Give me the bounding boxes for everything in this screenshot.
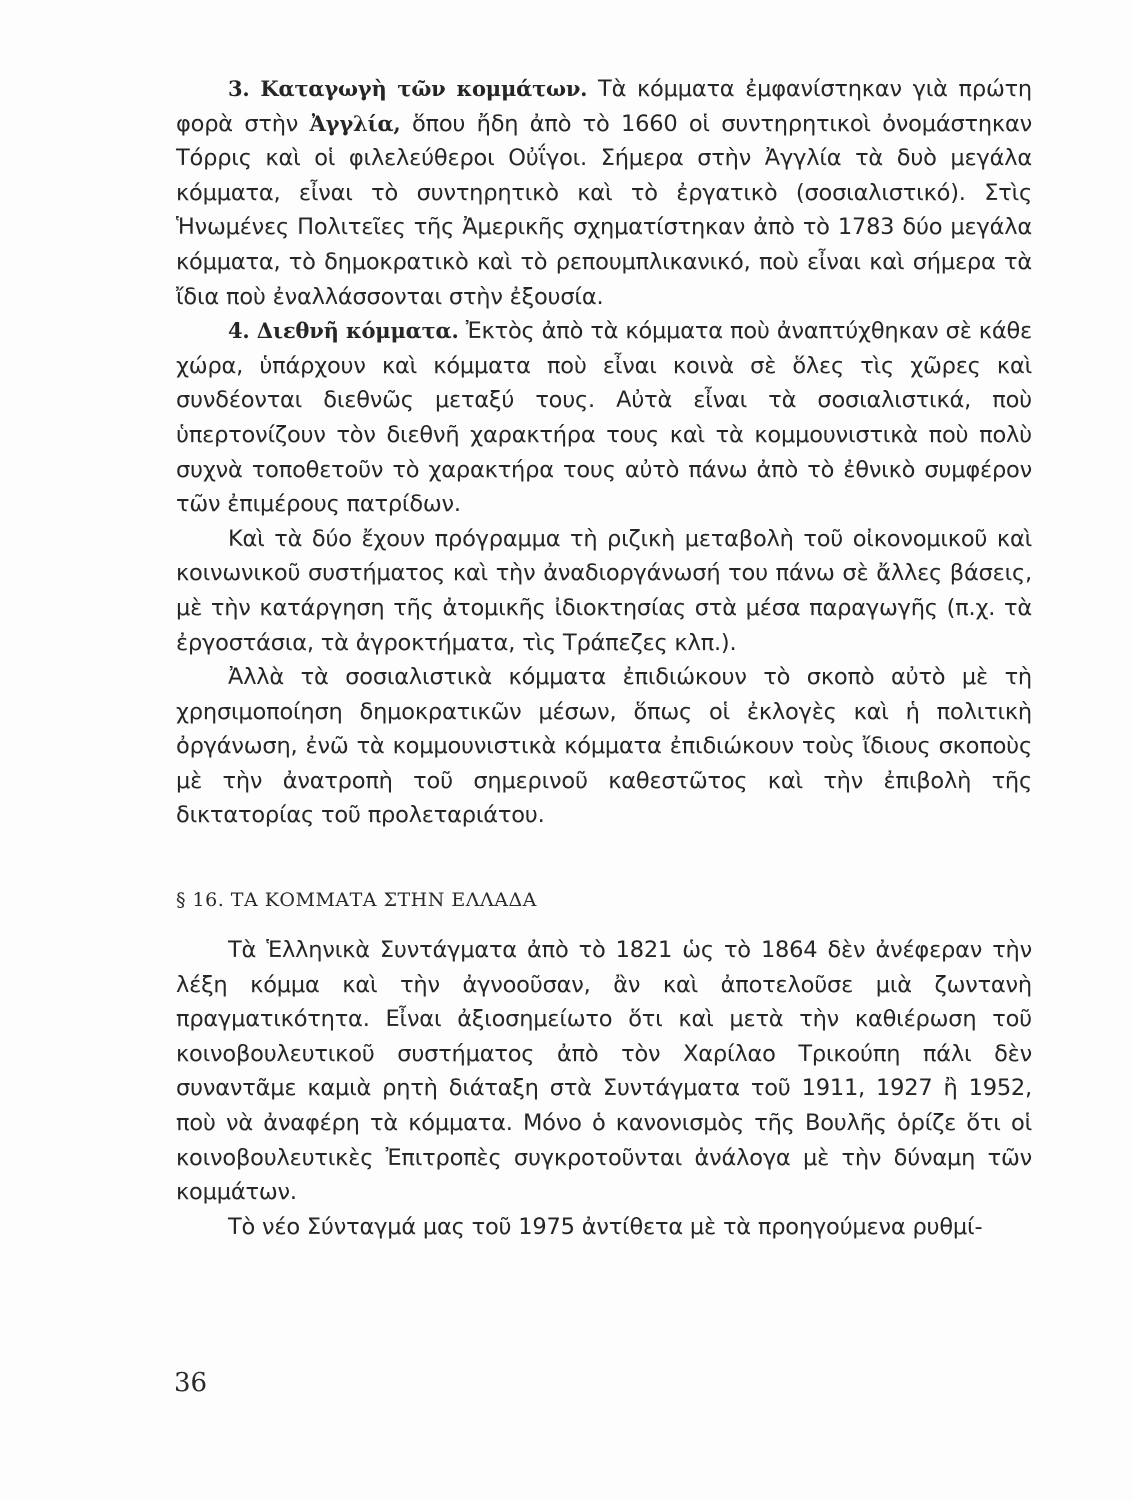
- section-title: § 16. ΤΑ ΚΟΜΜΑΤΑ ΣΤΗΝ ΕΛΛΑΔΑ: [176, 889, 537, 912]
- heading-international-parties: 4. Διεθνῆ κόμματα.: [228, 318, 459, 344]
- paragraph-new-constitution: [176, 1210, 1032, 1245]
- origin-text-part-1: Τὰ κόμματα ἐμφανίστηκαν γιὰ πρώτη φορὰ στὴν: [176, 76, 1032, 137]
- origin-text-part-2: ὅπου ἤδη ἀπὸ τὸ 1660 οἱ συντηρητικοὶ ὀνομάστηκαν Τόρρις καὶ οἱ φιλελεύθεροι Οὐΐγοι. Σήμερα στὴν Ἀγγλία τὰ δυὸ μεγάλα κόμματα, εἶναι τὸ συντηρητικὸ καὶ τὸ ἐργατικὸ (σοσιαλιστικό). Στὶς Ἡνωμένες Πολιτεῖες τῆς Ἀμερικῆς σχηματίστηκαν ἀπὸ τὸ 1783 δύο μεγάλα κόμματα, τὸ δημοκρατικὸ καὶ τὸ ρεπουμπλικανικό, ποὺ εἶναι καὶ σήμερα τὰ ἴδια ποὺ ἐναλλάσσονται στὴν ἐξουσία.: [176, 110, 1032, 310]
- paragraph-origin-of-parties: [176, 72, 1032, 314]
- paragraph-greek-constitutions: [176, 933, 1032, 1210]
- paragraph-methods: [176, 660, 1032, 833]
- methods-text: Ἀλλὰ τὰ σοσιαλιστικὰ κόμματα ἐπιδιώκουν τὸ σκοπὸ αὐτὸ μὲ τὴ χρησιμοποίηση δημοκρατικῶν μέσων, ὅπως οἱ ἐκλογὲς καὶ ἡ πολιτικὴ ὀργάνωση, ἐνῶ τὰ κομμουνιστικὰ κόμματα ἐπιδιώκουν τοὺς ἴδιους σκοποὺς μὲ τὴν ἀνατροπὴ τοῦ σημερινοῦ καθεστῶτος καὶ τὴν ἐπιβολὴ τῆς δικτατορίας τοῦ προλεταριάτου.: [176, 664, 1032, 829]
- paragraph-program: [176, 522, 1032, 660]
- program-text: Καὶ τὰ δύο ἔχουν πρόγραμμα τὴ ριζικὴ μεταβολὴ τοῦ οἰκονομικοῦ καὶ κοινωνικοῦ συστήματος καὶ τὴν ἀναδιοργάνωσή του πάνω σὲ ἄλλες βάσεις, μὲ τὴν κατάργηση τῆς ἀτομικῆς ἰδιοκτησίας στὰ μέσα παραγωγῆς (π.χ. τὰ ἐργοστάσια, τὰ ἀγροκτήματα, τὶς Τράπεζες κλπ.).: [176, 525, 1032, 656]
- greek-constitutions-text: Τὰ Ἑλληνικὰ Συντάγματα ἀπὸ τὸ 1821 ὡς τὸ 1864 δὲν ἀνέφεραν τὴν λέξη κόμμα καὶ τὴν ἀγνοοῦσαν, ἂν καὶ ἀποτελοῦσε μιὰ ζωντανὴ πραγματικότητα. Εἶναι ἀξιοσημείωτο ὅτι καὶ μετὰ τὴν καθιέρωση τοῦ κοινοβουλευτικοῦ συστήματος ἀπὸ τὸν Χαρίλαο Τρικούπη πάλι δὲν συναντᾶμε καμιὰ ρητὴ διάταξη στὰ Συντάγματα τοῦ 1911, 1927 ἢ 1952, ποὺ νὰ ἀναφέρη τὰ κόμματα. Μόνο ὁ κανονισμὸς τῆς Βουλῆς ὁρίζε ὅτι οἱ κοινοβουλευτικὲς Ἐπιτροπὲς συγκροτοῦνται ἀνάλογα μὲ τὴν δύναμη τῶν κομμάτων.: [176, 937, 1032, 1206]
- heading-origin-of-parties: 3. Καταγωγὴ τῶν κομμάτων.: [228, 76, 588, 101]
- page-body: [176, 72, 1032, 1244]
- paragraph-international-parties: [176, 314, 1032, 522]
- page-number: 36: [174, 1368, 208, 1398]
- international-text: Ἐκτὸς ἀπὸ τὰ κόμματα ποὺ ἀναπτύχθηκαν σὲ κάθε χώρα, ὑπάρχουν καὶ κόμματα ποὺ εἶναι κοινὰ σὲ ὅλες τὶς χῶρες καὶ συνδέονται διεθνῶς μεταξύ τους. Αὐτὰ εἶναι τὰ σοσιαλιστικά, ποὺ ὑπερτονίζουν τὸν διεθνῆ χαρακτήρα τους καὶ τὰ κομμουνιστικὰ ποὺ πολὺ συχνὰ τοποθετοῦν τὸ χαρακτήρα τους αὐτὸ πάνω ἀπὸ τὸ ἐθνικὸ συμφέρον τῶν ἐπιμέρους πατρίδων.: [176, 318, 1033, 518]
- england-emphasis: Ἀγγλία,: [309, 110, 401, 136]
- new-constitution-text: Τὸ νέο Σύνταγμά μας τοῦ 1975 ἀντίθετα μὲ τὰ προηγούμενα ρυθμί-: [228, 1213, 983, 1240]
